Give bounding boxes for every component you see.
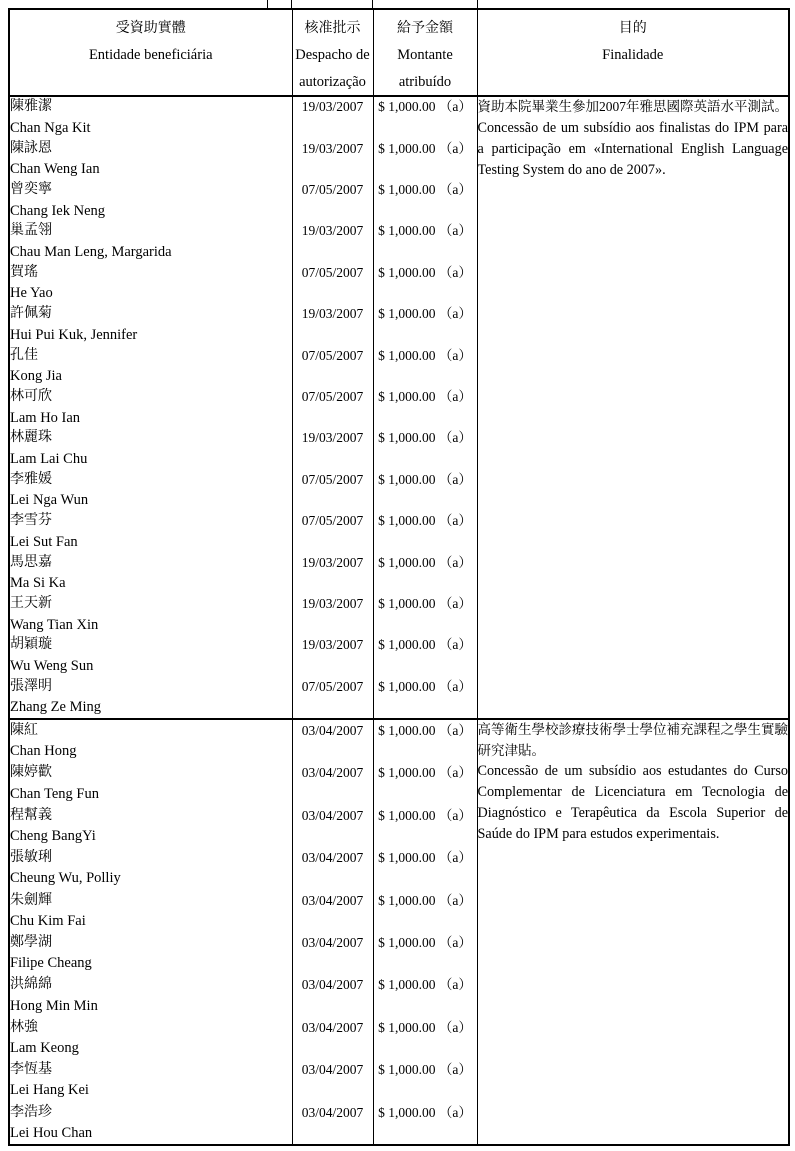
header-amount-pt-line2: atribuído	[398, 73, 452, 90]
amount-entry	[374, 720, 477, 762]
beneficiary-entry	[10, 304, 292, 345]
beneficiary-name-zh: 陳婷歡	[10, 765, 52, 781]
amount-value: $ 1,000.00 （a）	[378, 99, 472, 115]
dispatch-date: 03/04/2007	[301, 723, 364, 739]
beneficiary-name-latin: Lei Hang Kei	[10, 1082, 89, 1099]
table-header-row	[9, 9, 789, 96]
amount-entry	[374, 346, 477, 387]
beneficiary-entry	[10, 1059, 292, 1101]
amount-value: $ 1,000.00 （a）	[378, 1062, 472, 1078]
amount-value: $ 1,000.00 （a）	[378, 637, 472, 653]
beneficiary-name-zh: 許佩菊	[10, 306, 52, 322]
amount-entry	[374, 97, 477, 138]
dispatch-date-entry	[293, 762, 373, 804]
beneficiary-entry	[10, 180, 292, 221]
dispatch-date: 19/03/2007	[301, 99, 364, 115]
beneficiary-entry	[10, 387, 292, 428]
dispatch-date-entry	[293, 180, 373, 221]
entity-cell	[9, 719, 292, 1145]
dispatch-date-entry	[293, 346, 373, 387]
beneficiary-name-zh: 洪綿綿	[10, 977, 52, 993]
header-dispatch-column	[292, 9, 373, 96]
dispatch-date-entry	[293, 304, 373, 345]
dispatch-date: 07/05/2007	[301, 678, 364, 694]
dispatch-date-entry	[293, 847, 373, 889]
beneficiary-entry	[10, 346, 292, 387]
entity-cell	[9, 96, 292, 719]
purpose-text-zh: 資助本院畢業生參加2007年雅思國際英語水平測試。	[477, 99, 788, 115]
beneficiary-name-zh: 李恆基	[10, 1062, 52, 1078]
dispatch-date-entry	[293, 594, 373, 635]
dispatch-date-entry	[293, 511, 373, 552]
beneficiary-name-latin: Chau Man Leng, Margarida	[10, 244, 172, 261]
amount-entry	[374, 304, 477, 345]
dispatch-date-entry	[293, 470, 373, 511]
header-amount-pt-line1: Montante	[397, 47, 453, 64]
dispatch-date: 03/04/2007	[301, 807, 364, 823]
dispatch-date: 03/04/2007	[301, 850, 364, 866]
amount-entry	[374, 932, 477, 974]
beneficiary-name-latin: Chan Hong	[10, 743, 77, 760]
amount-entry	[374, 594, 477, 635]
amount-value: $ 1,000.00 （a）	[378, 306, 472, 322]
dispatch-date: 03/04/2007	[301, 1019, 364, 1035]
beneficiary-name-zh: 陳雅潔	[10, 99, 52, 115]
beneficiary-name-zh: 李雅媛	[10, 471, 52, 487]
dispatch-date-entry	[293, 221, 373, 262]
subsidy-section-row	[9, 719, 789, 1145]
amount-value: $ 1,000.00 （a）	[378, 347, 472, 363]
beneficiary-name-latin: He Yao	[10, 285, 53, 302]
beneficiary-entry	[10, 594, 292, 635]
header-dispatch-pt-line1: Despacho de	[295, 47, 370, 64]
header-amount-zh: 給予金額	[397, 21, 453, 36]
beneficiary-name-zh: 林強	[10, 1019, 38, 1035]
beneficiary-entry	[10, 762, 292, 804]
dispatch-date-cell	[292, 96, 373, 719]
dispatch-date: 19/03/2007	[301, 306, 364, 322]
beneficiary-name-latin: Lei Hou Chan	[10, 1124, 93, 1141]
amount-value: $ 1,000.00 （a）	[378, 554, 472, 570]
beneficiary-name-latin: Lei Nga Wun	[10, 492, 89, 509]
dispatch-date: 03/04/2007	[301, 1062, 364, 1078]
amount-entry	[374, 553, 477, 594]
amount-entry	[374, 180, 477, 221]
amount-entry	[374, 1017, 477, 1059]
dispatch-date-entry	[293, 139, 373, 180]
beneficiary-name-latin: Wang Tian Xin	[10, 616, 99, 633]
beneficiary-name-latin: Cheng BangYi	[10, 828, 96, 845]
amount-entry	[374, 890, 477, 932]
dispatch-date: 19/03/2007	[301, 637, 364, 653]
dispatch-date-entry	[293, 387, 373, 428]
beneficiary-entry	[10, 1017, 292, 1059]
dispatch-date-entry	[293, 1017, 373, 1059]
header-entity-column	[9, 9, 292, 96]
beneficiary-entry	[10, 553, 292, 594]
beneficiary-name-latin: Filipe Cheang	[10, 955, 92, 972]
beneficiary-entry	[10, 974, 292, 1016]
dispatch-date: 07/05/2007	[301, 264, 364, 280]
beneficiary-entry	[10, 1102, 292, 1144]
dispatch-date-entry	[293, 974, 373, 1016]
amount-value: $ 1,000.00 （a）	[378, 807, 472, 823]
amount-value: $ 1,000.00 （a）	[378, 388, 472, 404]
beneficiary-name-latin: Chan Nga Kit	[10, 119, 91, 136]
dispatch-date: 03/04/2007	[301, 977, 364, 993]
amount-entry	[374, 1059, 477, 1101]
amount-entry	[374, 221, 477, 262]
purpose-cell	[477, 719, 789, 1145]
amount-entry	[374, 1102, 477, 1144]
purpose-text-zh: 高等衛生學校診療技術學士學位補充課程之學生實驗研究津貼。	[477, 722, 788, 758]
beneficiary-name-latin: Lam Keong	[10, 1040, 79, 1057]
dispatch-date-entry	[293, 553, 373, 594]
dispatch-date-entry	[293, 635, 373, 676]
subsidy-section-row	[9, 96, 789, 719]
dispatch-date: 19/03/2007	[301, 430, 364, 446]
header-entity-pt: Entidade beneficiária	[88, 47, 213, 64]
beneficiary-name-zh: 李浩珍	[10, 1104, 52, 1120]
beneficiary-name-latin: Chang Iek Neng	[10, 202, 106, 219]
beneficiary-name-zh: 程幫義	[10, 807, 52, 823]
beneficiary-entry	[10, 221, 292, 262]
header-dispatch-zh: 核准批示	[304, 21, 361, 36]
amount-entry	[374, 387, 477, 428]
beneficiary-name-zh: 孔佳	[10, 347, 38, 363]
beneficiary-name-zh: 胡穎璇	[10, 637, 52, 653]
beneficiary-name-latin: Chan Teng Fun	[10, 785, 99, 802]
amount-entry	[374, 974, 477, 1016]
dispatch-date: 03/04/2007	[301, 765, 364, 781]
beneficiary-name-zh: 曾奕寧	[10, 182, 52, 197]
amount-entry	[374, 470, 477, 511]
beneficiary-name-latin: Hui Pui Kuk, Jennifer	[10, 326, 138, 343]
dispatch-date: 03/04/2007	[301, 892, 364, 908]
dispatch-date-entry	[293, 428, 373, 469]
dispatch-date-entry	[293, 805, 373, 847]
amount-value: $ 1,000.00 （a）	[378, 850, 472, 866]
amount-value: $ 1,000.00 （a）	[378, 892, 472, 908]
beneficiary-name-zh: 賀瑤	[10, 264, 38, 280]
dispatch-date: 03/04/2007	[301, 935, 364, 951]
dispatch-date: 07/05/2007	[301, 182, 364, 197]
amount-entry	[374, 677, 477, 718]
beneficiary-name-zh: 鄭學湖	[10, 935, 52, 951]
dispatch-date: 07/05/2007	[301, 388, 364, 404]
beneficiary-name-latin: Chan Weng Ian	[10, 161, 100, 178]
beneficiary-name-latin: Chu Kim Fai	[10, 912, 86, 929]
beneficiary-entry	[10, 720, 292, 762]
amount-value: $ 1,000.00 （a）	[378, 1019, 472, 1035]
beneficiary-name-zh: 李雪芬	[10, 513, 52, 529]
beneficiary-entry	[10, 932, 292, 974]
amount-entry	[374, 847, 477, 889]
amount-entry	[374, 511, 477, 552]
beneficiary-entry	[10, 890, 292, 932]
beneficiary-name-latin: Lam Ho Ian	[10, 409, 81, 426]
amount-entry	[374, 139, 477, 180]
amount-value: $ 1,000.00 （a）	[378, 223, 472, 239]
amount-value: $ 1,000.00 （a）	[378, 678, 472, 694]
amount-value: $ 1,000.00 （a）	[378, 977, 472, 993]
beneficiary-entry	[10, 263, 292, 304]
header-dispatch-pt-line2: autorização	[299, 73, 366, 90]
amount-value: $ 1,000.00 （a）	[378, 430, 472, 446]
header-purpose-zh: 目的	[618, 21, 647, 36]
beneficiary-entry	[10, 139, 292, 180]
beneficiary-name-zh: 馬思嘉	[10, 554, 52, 570]
beneficiary-entry	[10, 428, 292, 469]
beneficiary-name-zh: 張敏琍	[10, 850, 52, 866]
beneficiary-entry	[10, 511, 292, 552]
purpose-text-pt: Concessão de um subsídio aos estudantes do Curso Complementar de Licenciatura em Tecnologia de Diagnóstico e Terapêutica da Escola Superior de Saúde do IPM para estudos experimentais.	[477, 763, 788, 843]
amount-cell	[373, 96, 477, 719]
beneficiary-entry	[10, 97, 292, 138]
dispatch-date-entry	[293, 720, 373, 762]
beneficiary-name-zh: 巢孟翎	[10, 223, 52, 239]
dispatch-date: 19/03/2007	[301, 595, 364, 611]
dispatch-date: 19/03/2007	[301, 223, 364, 239]
amount-entry	[374, 263, 477, 304]
beneficiary-name-latin: Lei Sut Fan	[10, 533, 78, 550]
amount-value: $ 1,000.00 （a）	[378, 140, 472, 156]
dispatch-date-entry	[293, 263, 373, 304]
purpose-text-pt: Concessão de um subsídio aos finalistas do IPM para a participação em «International English Language Testing System do ano de 2007».	[477, 119, 788, 178]
amount-entry	[374, 805, 477, 847]
beneficiary-name-zh: 陳詠恩	[10, 140, 52, 156]
beneficiary-name-zh: 陳紅	[10, 723, 38, 739]
amount-value: $ 1,000.00 （a）	[378, 264, 472, 280]
dispatch-date-entry	[293, 1059, 373, 1101]
beneficiary-name-latin: Ma Si Ka	[10, 575, 66, 592]
dispatch-date-entry	[293, 932, 373, 974]
header-purpose-column	[477, 9, 789, 96]
beneficiary-name-zh: 林可欣	[10, 388, 52, 404]
amount-entry	[374, 762, 477, 804]
dispatch-date: 07/05/2007	[301, 471, 364, 487]
amount-value: $ 1,000.00 （a）	[378, 1104, 472, 1120]
amount-value: $ 1,000.00 （a）	[378, 182, 472, 197]
dispatch-date: 19/03/2007	[301, 554, 364, 570]
beneficiary-entry	[10, 805, 292, 847]
beneficiary-name-zh: 張澤明	[10, 678, 52, 694]
dispatch-date-entry	[293, 890, 373, 932]
header-entity-zh: 受資助實體	[115, 21, 186, 36]
header-amount-column	[373, 9, 477, 96]
beneficiary-name-latin: Lam Lai Chu	[10, 451, 88, 468]
beneficiary-entry	[10, 847, 292, 889]
dispatch-date: 19/03/2007	[301, 140, 364, 156]
dispatch-date: 07/05/2007	[301, 347, 364, 363]
dispatch-date: 07/05/2007	[301, 513, 364, 529]
subsidy-table	[8, 8, 790, 1146]
beneficiary-entry	[10, 677, 292, 718]
purpose-cell	[477, 96, 789, 719]
beneficiary-name-latin: Hong Min Min	[10, 997, 98, 1014]
amount-value: $ 1,000.00 （a）	[378, 513, 472, 529]
beneficiary-entry	[10, 635, 292, 676]
dispatch-date-entry	[293, 1102, 373, 1144]
dispatch-date-cell	[292, 719, 373, 1145]
beneficiary-entry	[10, 470, 292, 511]
beneficiary-name-zh: 林麗珠	[10, 430, 52, 446]
beneficiary-name-latin: Zhang Ze Ming	[10, 699, 102, 716]
amount-cell	[373, 719, 477, 1145]
beneficiary-name-zh: 王天新	[10, 595, 52, 611]
dispatch-date: 03/04/2007	[301, 1104, 364, 1120]
header-purpose-pt: Finalidade	[602, 47, 664, 64]
amount-value: $ 1,000.00 （a）	[378, 471, 472, 487]
amount-entry	[374, 428, 477, 469]
beneficiary-name-latin: Cheung Wu, Polliy	[10, 870, 121, 887]
amount-value: $ 1,000.00 （a）	[378, 595, 472, 611]
dispatch-date-entry	[293, 97, 373, 138]
amount-entry	[374, 635, 477, 676]
beneficiary-name-zh: 朱劍輝	[10, 892, 52, 908]
beneficiary-name-latin: Kong Jia	[10, 368, 62, 385]
amount-value: $ 1,000.00 （a）	[378, 723, 472, 739]
amount-value: $ 1,000.00 （a）	[378, 935, 472, 951]
amount-value: $ 1,000.00 （a）	[378, 765, 472, 781]
dispatch-date-entry	[293, 677, 373, 718]
beneficiary-name-latin: Wu Weng Sun	[10, 658, 94, 674]
